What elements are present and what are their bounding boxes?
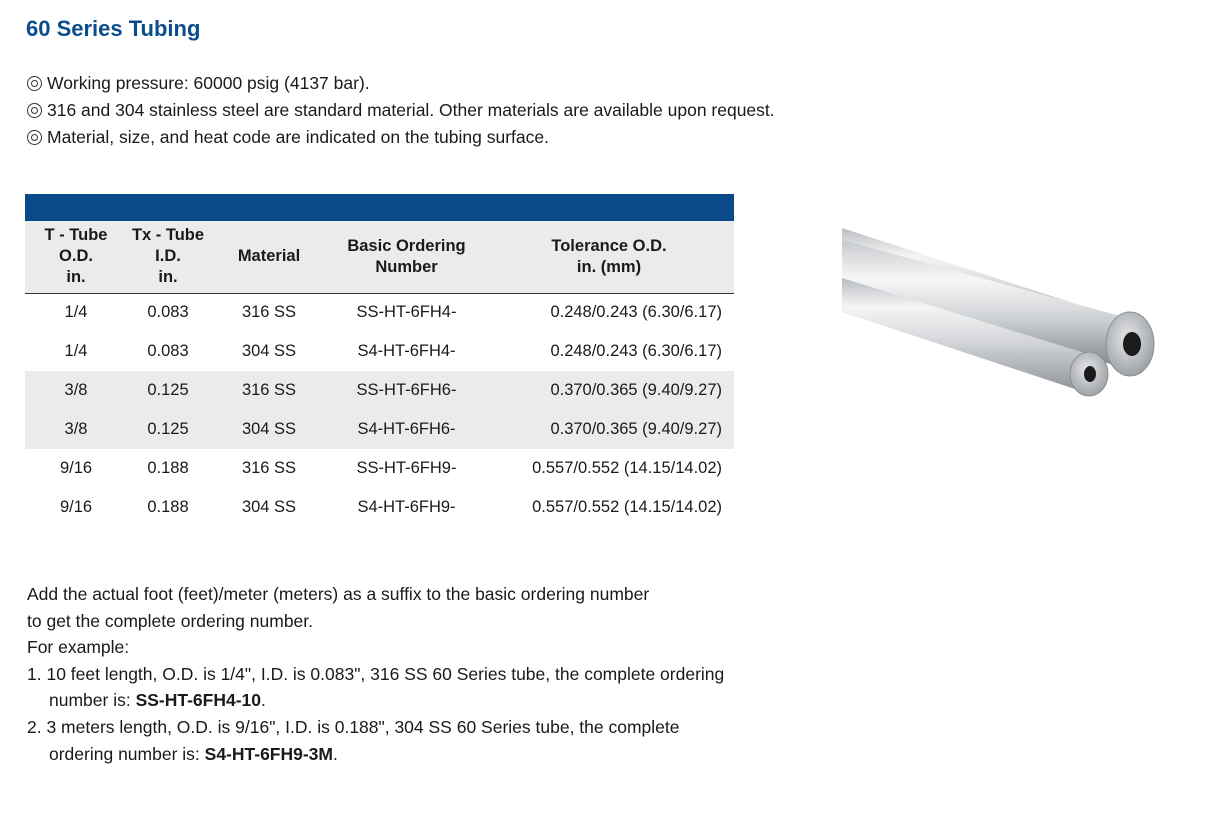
example-1: 1. 10 feet length, O.D. is 1/4", I.D. is 0.083", 316 SS 60 Series tube, the complete ordering number is: SS-HT-6FH4-10.	[27, 663, 725, 711]
cell-material: 304 SS	[241, 498, 297, 516]
cell-id: 0.083	[147, 303, 189, 322]
cell-od: 3/8	[25, 410, 127, 449]
page-title: 60 Series Tubing	[26, 16, 201, 41]
note-line: to get the complete ordering number.	[27, 610, 314, 631]
cell-od: 9/16	[59, 459, 93, 477]
double-circle-bullet-icon	[27, 76, 42, 91]
cell-id: 0.125	[127, 371, 209, 410]
feature-item: 316 and 304 stainless steel are standard material. Other materials are available upon request.	[27, 97, 775, 124]
double-circle-bullet-icon	[27, 103, 42, 118]
table-row	[25, 410, 734, 449]
example-2-code: S4-HT-6FH9-3M	[204, 743, 333, 764]
cell-material: 304 SS	[209, 410, 329, 449]
cell-material: 304 SS	[241, 342, 297, 360]
table-header-row	[25, 221, 734, 293]
header-tube-id: Tx - Tube I.D. in.	[127, 221, 209, 293]
header-ordering-number: Basic Ordering Number	[329, 221, 484, 293]
header-material: Material	[209, 221, 329, 293]
cell-material: 316 SS	[241, 303, 297, 322]
table-row	[25, 371, 734, 410]
steel-tubes-photo-icon	[838, 218, 1168, 418]
cell-order-number: SS-HT-6FH6-	[329, 371, 484, 410]
cell-tolerance: 0.370/0.365 (9.40/9.27)	[484, 371, 734, 410]
cell-order-number: SS-HT-6FH9-	[356, 459, 457, 477]
cell-id: 0.188	[147, 498, 189, 516]
table-header-band	[25, 194, 734, 221]
cell-order-number: S4-HT-6FH9-	[357, 498, 456, 516]
cell-id: 0.125	[127, 410, 209, 449]
table-row	[25, 488, 734, 527]
cell-tolerance: 0.557/0.552 (14.15/14.02)	[532, 459, 722, 477]
cell-material: 316 SS	[209, 371, 329, 410]
cell-od: 3/8	[25, 371, 127, 410]
cell-od: 1/4	[64, 342, 88, 360]
cell-od: 1/4	[64, 303, 88, 322]
table-row	[25, 449, 734, 488]
cell-tolerance: 0.370/0.365 (9.40/9.27)	[484, 410, 734, 449]
header-tolerance: Tolerance O.D. in. (mm)	[484, 221, 734, 293]
table-row	[25, 332, 734, 371]
cell-order-number: SS-HT-6FH4-	[356, 303, 457, 322]
cell-material: 316 SS	[241, 459, 297, 477]
table-row	[25, 293, 734, 332]
feature-item: Working pressure: 60000 psig (4137 bar).	[27, 70, 775, 97]
cell-id: 0.188	[147, 459, 189, 477]
note-line: For example:	[27, 637, 130, 658]
cell-tolerance: 0.248/0.243 (6.30/6.17)	[550, 303, 722, 322]
cell-od: 9/16	[59, 498, 93, 516]
cell-id: 0.083	[147, 342, 189, 360]
example-2: 2. 3 meters length, O.D. is 9/16", I.D. is 0.188", 304 SS 60 Series tube, the complete ordering number is: S4-HT-6FH9-3M.	[27, 716, 680, 764]
ordering-notes	[27, 581, 739, 767]
cell-tolerance: 0.557/0.552 (14.15/14.02)	[532, 498, 722, 516]
cell-tolerance: 0.248/0.243 (6.30/6.17)	[550, 342, 722, 360]
cell-order-number: S4-HT-6FH4-	[357, 342, 456, 360]
header-tube-od: T - Tube O.D. in.	[25, 221, 127, 293]
cell-order-number: S4-HT-6FH6-	[329, 410, 484, 449]
double-circle-bullet-icon	[27, 130, 42, 145]
feature-item: Material, size, and heat code are indicated on the tubing surface.	[27, 124, 775, 151]
note-line: Add the actual foot (feet)/meter (meters) as a suffix to the basic ordering number	[27, 584, 650, 604]
example-1-code: SS-HT-6FH4-10	[135, 690, 262, 711]
tubing-spec-table	[25, 194, 734, 527]
feature-list	[27, 70, 775, 151]
